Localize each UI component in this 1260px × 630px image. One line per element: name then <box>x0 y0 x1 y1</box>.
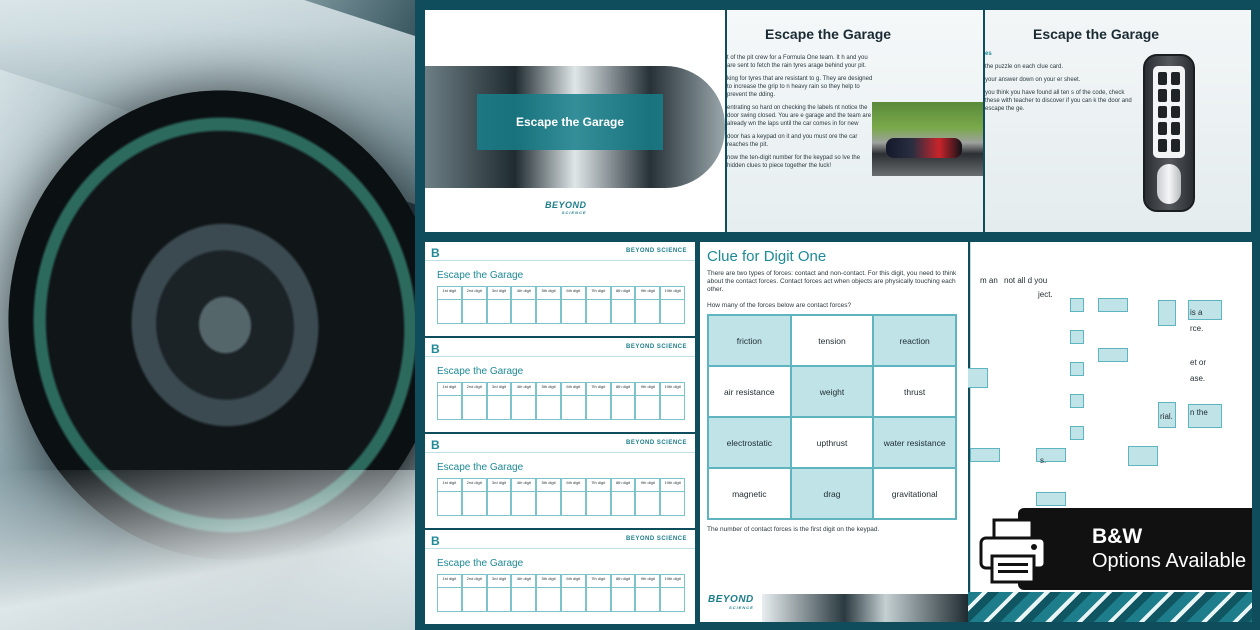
sheet-title: Escape the Garage <box>437 462 524 473</box>
keypad-handle <box>1157 164 1181 204</box>
sheet-logo: BEYOND SCIENCE <box>625 440 687 446</box>
digit-header: 7th digit <box>586 574 611 588</box>
force-cell: electrostatic <box>708 417 791 468</box>
stacked-card-text-fragment: s. <box>1040 456 1047 465</box>
digit-answer-box[interactable] <box>660 300 685 324</box>
clue-intro: There are two types of forces: contact and non-contact. For this digit, you need to think about the contact forces. Contact forces act when objects are physically touching each other. <box>707 270 957 293</box>
digit-answer-box[interactable] <box>635 396 660 420</box>
digit-header: 1st digit <box>437 382 462 396</box>
stacked-card-answer-box <box>1070 426 1084 440</box>
hero-photo-f1-tyre <box>0 0 415 630</box>
sheet-title: Escape the Garage <box>437 366 524 377</box>
digit-header: 1st digit <box>437 478 462 492</box>
digit-answer-box[interactable] <box>561 300 586 324</box>
beyond-b-icon: B <box>431 534 440 548</box>
beyond-logo <box>545 200 587 215</box>
digit-answer-box[interactable] <box>536 396 561 420</box>
clue-title: Clue for Digit One <box>707 248 827 265</box>
digit-header: 1st digit <box>437 286 462 300</box>
digit-header: 6th digit <box>561 574 586 588</box>
instructions-paragraph: the puzzle on each clue card. <box>985 64 1064 70</box>
keypad-key <box>1171 89 1180 102</box>
keypad-key <box>1158 72 1167 85</box>
stacked-card-answer-box <box>1070 298 1084 312</box>
digit-header: 9th digit <box>635 478 660 492</box>
digit-answer-box[interactable] <box>586 588 611 612</box>
force-cell: magnetic <box>708 468 791 519</box>
digit-header: 4th digit <box>511 382 536 396</box>
digit-header: 7th digit <box>586 286 611 300</box>
digit-answer-box[interactable] <box>611 588 636 612</box>
sheet-title: Escape the Garage <box>437 558 524 569</box>
digit-answer-box[interactable] <box>635 588 660 612</box>
stacked-card-text-fragment: is a <box>1190 308 1203 317</box>
stacked-card-answer-box <box>970 448 1000 462</box>
cover-title: Escape the Garage <box>477 94 663 150</box>
digit-answer-box[interactable] <box>462 396 487 420</box>
digit-header: 8th digit <box>611 286 636 300</box>
digit-answer-box[interactable] <box>536 492 561 516</box>
keypad-key <box>1171 139 1180 152</box>
keypad-key <box>1158 106 1167 119</box>
force-cell: upthrust <box>791 417 874 468</box>
digit-answer-box[interactable] <box>561 492 586 516</box>
clue-footer-photo-strip <box>762 594 968 622</box>
intro-paragraph: now the ten-digit number for the keypad so lve the hidden clues to piece together the luck! <box>727 155 861 169</box>
answer-sheet <box>425 530 695 624</box>
force-cell: water resistance <box>873 417 956 468</box>
instructions-text <box>985 50 1135 118</box>
force-cell: reaction <box>873 315 956 366</box>
digit-header: 9th digit <box>635 382 660 396</box>
sheet-divider <box>425 356 695 357</box>
digit-header: 4th digit <box>511 574 536 588</box>
digit-header: 8th digit <box>611 478 636 492</box>
digit-answer-box[interactable] <box>660 588 685 612</box>
force-cell: air resistance <box>708 366 791 417</box>
sheet-logo: BEYOND SCIENCE <box>625 536 687 542</box>
stacked-card-text-fragment: m an <box>980 276 998 285</box>
instructions-paragraph: you think you have found all ten s of the code, check these with teacher to discover if you can k the door and escape the ge. <box>985 90 1132 112</box>
digit-answer-box[interactable] <box>561 588 586 612</box>
digit-header: 10th digit <box>660 382 685 396</box>
logo-subtext: SCIENCE <box>729 605 754 610</box>
digit-answer-box[interactable] <box>511 588 536 612</box>
stacked-card-answer-box <box>1036 492 1066 506</box>
clue-question: How many of the forces below are contact forces? <box>707 302 852 309</box>
digit-answer-box[interactable] <box>586 396 611 420</box>
digit-answer-box[interactable] <box>536 300 561 324</box>
keypad-key <box>1158 89 1167 102</box>
sheet-logo: BEYOND SCIENCE <box>625 248 687 254</box>
digit-header: 4th digit <box>511 478 536 492</box>
keypad-lock-image <box>1143 54 1195 212</box>
digit-header: 7th digit <box>586 478 611 492</box>
digit-header: 5th digit <box>536 382 561 396</box>
stacked-card-text-fragment: n the <box>1190 408 1208 417</box>
intro-paragraph: king for tyres that are resistant to g. They are designed to increase the grip to n heavy rain so they help to prevent the dding. <box>727 76 873 98</box>
stacked-card-answer-box <box>1128 446 1158 466</box>
stacked-card-answer-box <box>1070 394 1084 408</box>
force-cell: tension <box>791 315 874 366</box>
digit-grid <box>437 574 685 612</box>
stacked-card-answer-box <box>1070 362 1084 376</box>
race-car-photo <box>872 102 983 176</box>
bw-options-badge <box>1018 508 1252 590</box>
intro-paragraph: entrating so hard on checking the labels nt notice the door swing closed. You are e garage and the team are already wn the laps until the car comes in for new <box>727 105 872 127</box>
digit-grid <box>437 382 685 420</box>
digit-header: 3rd digit <box>487 382 512 396</box>
stacked-card-answer-box <box>1098 348 1128 362</box>
logo-text: BEYOND <box>708 594 754 605</box>
slide-cover <box>425 10 725 232</box>
digit-header: 3rd digit <box>487 574 512 588</box>
instructions-heading: es <box>985 51 992 57</box>
digit-answer-box[interactable] <box>462 300 487 324</box>
clue-card <box>700 242 968 622</box>
keypad-key <box>1171 106 1180 119</box>
digit-header: 1st digit <box>437 574 462 588</box>
sheet-title: Escape the Garage <box>437 270 524 281</box>
digit-header: 10th digit <box>660 574 685 588</box>
digit-header: 5th digit <box>536 574 561 588</box>
stacked-card-text-fragment: rce. <box>1190 324 1204 333</box>
digit-header: 10th digit <box>660 286 685 300</box>
digit-header: 9th digit <box>635 574 660 588</box>
decorative-stripe-band <box>968 592 1252 622</box>
beyond-b-icon: B <box>431 246 440 260</box>
beyond-logo <box>708 594 754 610</box>
force-cell: friction <box>708 315 791 366</box>
beyond-b-icon: B <box>431 342 440 356</box>
digit-answer-box[interactable] <box>462 492 487 516</box>
instructions-title: Escape the Garage <box>1033 26 1160 42</box>
answer-sheet <box>425 338 695 432</box>
logo-text: BEYOND <box>545 200 587 210</box>
digit-header: 6th digit <box>561 478 586 492</box>
slide-intro <box>727 10 983 232</box>
sheet-divider <box>425 548 695 549</box>
digit-grid <box>437 286 685 324</box>
digit-header: 8th digit <box>611 382 636 396</box>
intro-paragraph: door has a keypad on it and you must ore the car reaches the pit. <box>727 134 858 148</box>
keypad-key <box>1158 139 1167 152</box>
digit-header: 2nd digit <box>462 478 487 492</box>
slide-instructions <box>985 10 1251 232</box>
keypad-face <box>1153 66 1185 158</box>
digit-answer-box[interactable] <box>511 396 536 420</box>
digit-answer-box[interactable] <box>611 300 636 324</box>
digit-header: 3rd digit <box>487 286 512 300</box>
force-cell: gravitational <box>873 468 956 519</box>
sheet-divider <box>425 452 695 453</box>
digit-answer-box[interactable] <box>660 396 685 420</box>
stacked-card-answer-box <box>1098 298 1128 312</box>
digit-header: 2nd digit <box>462 286 487 300</box>
beyond-b-icon: B <box>431 438 440 452</box>
digit-header: 6th digit <box>561 286 586 300</box>
force-cell: weight <box>791 366 874 417</box>
stacked-card-text-fragment: et or <box>1190 358 1207 367</box>
stacked-card-text-fragment: ject. <box>1038 290 1053 299</box>
digit-answer-box[interactable] <box>536 588 561 612</box>
stacked-card-text-fragment: rial. <box>1160 412 1173 421</box>
digit-answer-box[interactable] <box>586 492 611 516</box>
intro-title: Escape the Garage <box>765 26 892 42</box>
digit-answer-box[interactable] <box>635 300 660 324</box>
digit-header: 5th digit <box>536 286 561 300</box>
sheet-divider <box>425 260 695 261</box>
answer-sheet <box>425 242 695 336</box>
digit-answer-box[interactable] <box>611 396 636 420</box>
intro-text <box>727 54 877 175</box>
digit-answer-box[interactable] <box>462 588 487 612</box>
digit-answer-box[interactable] <box>437 492 462 516</box>
digit-header: 8th digit <box>611 574 636 588</box>
instructions-paragraph: your answer down on your er sheet. <box>985 77 1081 83</box>
digit-answer-box[interactable] <box>511 492 536 516</box>
race-car <box>886 138 962 158</box>
digit-answer-box[interactable] <box>611 492 636 516</box>
digit-header: 6th digit <box>561 382 586 396</box>
keypad-key <box>1171 72 1180 85</box>
digit-header: 3rd digit <box>487 478 512 492</box>
digit-header: 5th digit <box>536 478 561 492</box>
stacked-card-answer-box <box>1158 300 1176 326</box>
force-cell: drag <box>791 468 874 519</box>
digit-answer-box[interactable] <box>487 396 512 420</box>
stacked-card-text-fragment: not all d you <box>1004 276 1048 285</box>
digit-answer-box[interactable] <box>511 300 536 324</box>
force-cell: thrust <box>873 366 956 417</box>
digit-answer-box[interactable] <box>437 396 462 420</box>
digit-answer-box[interactable] <box>487 588 512 612</box>
digit-answer-box[interactable] <box>635 492 660 516</box>
digit-answer-box[interactable] <box>487 492 512 516</box>
digit-answer-box[interactable] <box>586 300 611 324</box>
digit-header: 10th digit <box>660 478 685 492</box>
stacked-card-text-fragment: ase. <box>1190 374 1206 383</box>
digit-header: 7th digit <box>586 382 611 396</box>
keypad-key <box>1158 122 1167 135</box>
clue-footer: The number of contact forces is the first digit on the keypad. <box>707 526 880 533</box>
digit-header: 2nd digit <box>462 382 487 396</box>
digit-answer-box[interactable] <box>487 300 512 324</box>
keypad-key <box>1171 122 1180 135</box>
answer-sheet <box>425 434 695 528</box>
digit-answer-box[interactable] <box>437 588 462 612</box>
intro-paragraph: t of the pit crew for a Formula One team. It h and you are sent to fetch the rain tyres arage behind your pit. <box>727 55 868 69</box>
stacked-card-answer-box <box>1070 330 1084 344</box>
digit-answer-box[interactable] <box>437 300 462 324</box>
forces-grid <box>707 314 957 520</box>
digit-header: 9th digit <box>635 286 660 300</box>
digit-header: 4th digit <box>511 286 536 300</box>
logo-subtext: SCIENCE <box>561 210 587 215</box>
digit-header: 2nd digit <box>462 574 487 588</box>
digit-grid <box>437 478 685 516</box>
speed-streak <box>0 470 415 630</box>
badge-subtitle: Options Available <box>1092 550 1247 572</box>
digit-answer-box[interactable] <box>561 396 586 420</box>
digit-answer-box[interactable] <box>660 492 685 516</box>
sheet-logo: BEYOND SCIENCE <box>625 344 687 350</box>
printer-icon <box>978 518 1048 584</box>
badge-title: B&W <box>1092 525 1143 548</box>
